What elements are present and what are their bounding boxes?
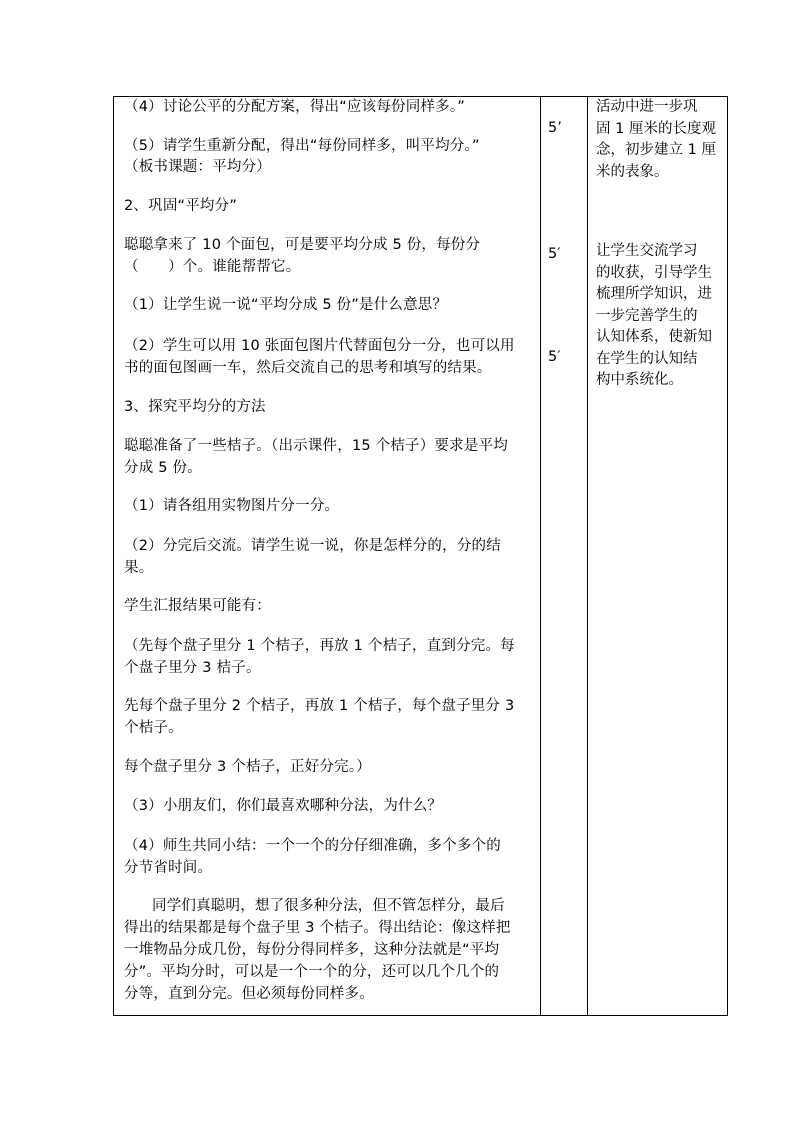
- note-line: 固 1 厘米的长度观: [596, 120, 716, 137]
- text-line: （ ）个。谁能帮帮它。: [124, 259, 301, 275]
- text-line: 学生汇报结果可能有：: [124, 598, 271, 614]
- text-line: 聪聪拿来了 10 个面包，可是要平均分成 5 份，每份分: [124, 237, 481, 253]
- column-divider: [540, 97, 541, 1015]
- time-value: 5′: [548, 349, 561, 365]
- note-line: 的收获，引导学生: [596, 264, 712, 281]
- text-line: （2）分完后交流。请学生说一说，你是怎样分的，分的结: [124, 538, 501, 554]
- text-line: 个桔子。: [124, 720, 183, 736]
- note-line: 在学生的认知结: [596, 350, 698, 367]
- text-line: （4）师生共同小结：一个一个的分仔细准确，多个多个的: [124, 838, 501, 854]
- note-line: 认知体系，使新知: [596, 329, 712, 345]
- time-value: 5′: [548, 246, 561, 262]
- text-line: 果。: [124, 560, 154, 576]
- text-line: 分”。平均分时，可以是一个一个的分，还可以几个几个的: [124, 964, 500, 980]
- note-line: 让学生交流学习: [596, 243, 698, 259]
- text-line: 一堆物品分成几份，每份分得同样多，这种分法就是“平均: [124, 942, 500, 958]
- text-line: 聪聪准备了一些桔子。（出示课件，15 个桔子）要求是平均: [124, 438, 508, 454]
- text-line: （2）学生可以用 10 张面包图片代替面包分一分，也可以用: [124, 338, 515, 354]
- text-line: 个盘子里分 3 桔子。: [124, 660, 261, 676]
- note-line: 一步完善学生的: [596, 307, 698, 324]
- text-line: 书的面包图画一车，然后交流自己的思考和填写的结果。: [124, 360, 492, 376]
- text-line: 同学们真聪明，想了很多种分法，但不管怎样分，最后: [152, 898, 505, 914]
- text-line: 每个盘子里分 3 个桔子，正好分完。）: [124, 759, 371, 775]
- text-line: 分等，直到分完。但必须每份同样多。: [124, 986, 374, 1002]
- note-line: 念，初步建立 1 厘: [596, 142, 716, 158]
- text-line: （1）请各组用实物图片分一分。: [124, 498, 340, 514]
- text-line: （4）讨论公平的分配方案，得出“应该每份同样多。”: [124, 99, 465, 115]
- text-line: （板书课题：平均分）: [124, 159, 271, 175]
- section-heading: 2、巩固“平均分”: [124, 198, 238, 214]
- note-line: 构中系统化。: [596, 372, 683, 388]
- note-line: 米的表象。: [596, 163, 669, 180]
- text-line: 得出的结果都是每个盘子里 3 个桔子。得出结论：像这样把: [124, 920, 511, 936]
- time-value: 5’: [548, 120, 562, 136]
- text-line: （先每个盘子里分 1 个桔子，再放 1 个桔子，直到分完。每: [124, 638, 515, 654]
- note-line: 活动中进一步巩: [596, 99, 698, 115]
- text-line: （3）小朋友们，你们最喜欢哪种分法，为什么？: [124, 798, 443, 814]
- text-line: （5）请学生重新分配，得出“每份同样多，叫平均分。”: [124, 138, 480, 154]
- text-line: （1）让学生说一说“平均分成 5 份”是什么意思？: [124, 297, 448, 313]
- column-divider: [587, 97, 588, 1015]
- text-line: 先每个盘子里分 2 个桔子，再放 1 个桔子，每个盘子里分 3: [124, 698, 515, 714]
- text-line: 分成 5 份。: [124, 460, 202, 476]
- lesson-plan-table: [113, 96, 728, 1016]
- note-line: 梳理所学知识，进: [596, 286, 712, 302]
- section-heading: 3、探究平均分的方法: [124, 399, 266, 415]
- text-line: 分节省时间。: [124, 860, 213, 876]
